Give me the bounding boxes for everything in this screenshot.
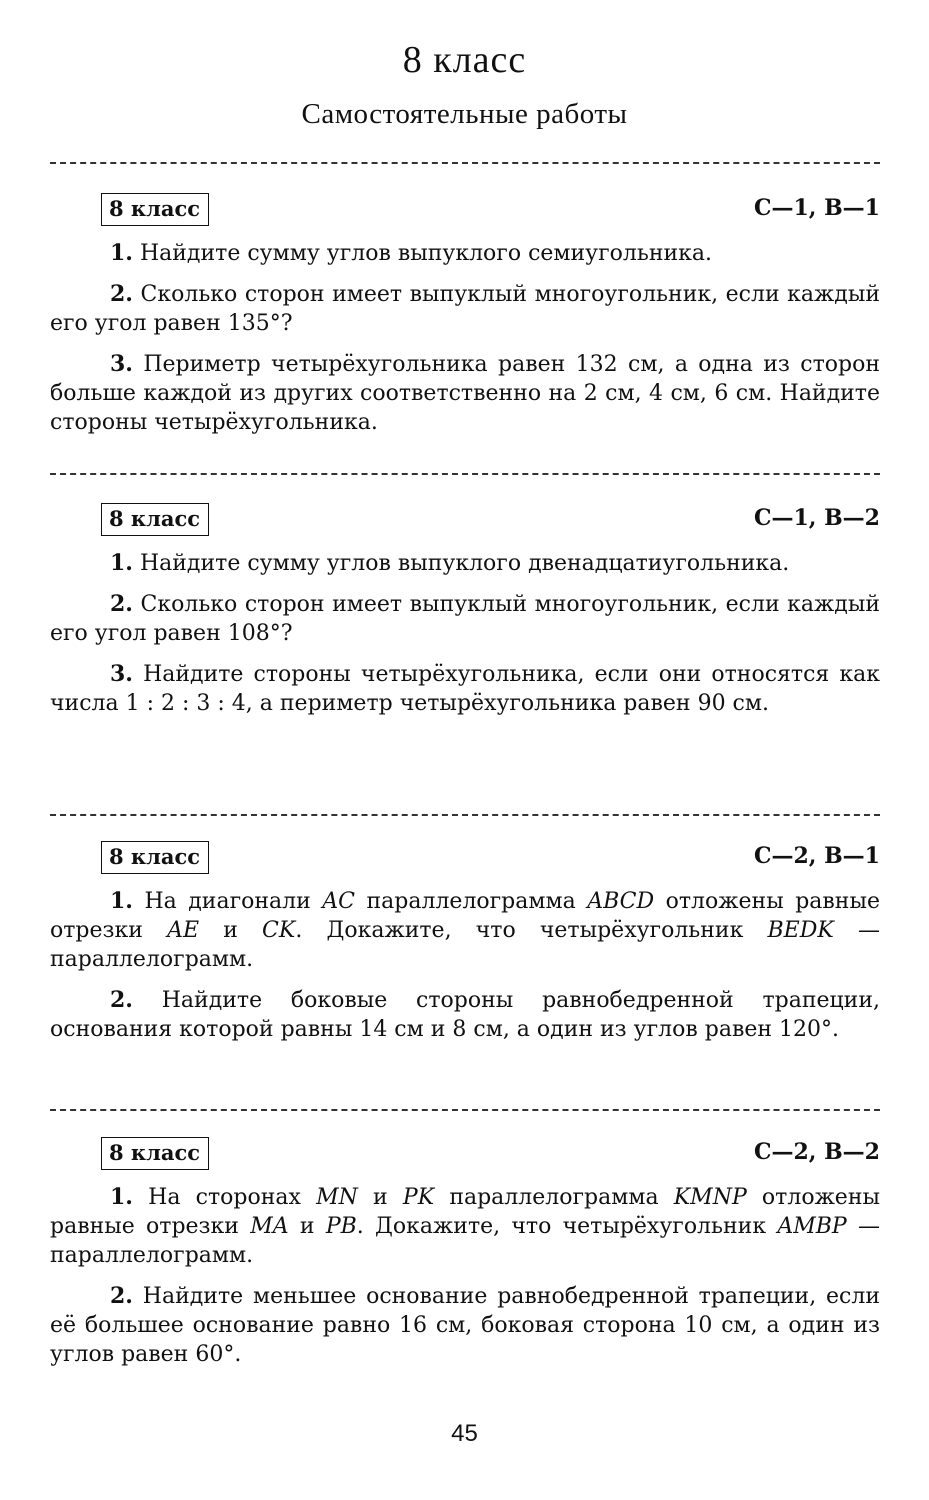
grade-label: 8 класс — [101, 193, 209, 226]
task-text: Найдите стороны четырёхугольника, если они относятся как числа 1 : 2 : 3 : 4, а периметр четырёхугольника равен 90 см. — [50, 662, 880, 716]
task-number: 1. — [110, 1184, 133, 1210]
math-variable: MA — [250, 1214, 289, 1239]
section-s2-v1 — [50, 841, 880, 1056]
task-text: — параллелограмм. — [50, 1214, 880, 1268]
task-text: Найдите боковые стороны равнобедренной трапеции, основания которой равны 14 см и 8 см, а один из углов равен 120°. — [50, 988, 880, 1042]
task-item — [50, 239, 880, 268]
divider — [50, 473, 880, 475]
task-number: 1. — [110, 888, 133, 914]
math-variable: AE — [167, 918, 200, 943]
section-s1-v2 — [50, 503, 880, 730]
grade-label: 8 класс — [101, 841, 209, 874]
task-text: отложены равные отрезки — [50, 1185, 880, 1239]
task-text: . Докажите, что четырёхугольник — [356, 1214, 778, 1239]
variant-code: С—2, В—2 — [753, 1139, 880, 1165]
math-variable: MN — [316, 1185, 358, 1210]
section-s1-v1 — [50, 193, 880, 449]
task-number: 1. — [110, 550, 133, 576]
task-text: параллелограмма — [434, 1185, 674, 1210]
math-variable: BEDK — [767, 918, 834, 943]
task-text: и — [288, 1214, 326, 1239]
task-item — [50, 350, 880, 437]
divider — [50, 814, 880, 816]
variant-code: С—1, В—1 — [753, 195, 880, 221]
task-text: Найдите сумму углов выпуклого семиугольника. — [139, 241, 713, 266]
divider — [50, 1109, 880, 1111]
task-number: 3. — [110, 661, 133, 687]
task-number: 2. — [110, 987, 133, 1013]
section-header — [50, 1137, 880, 1173]
section-s2-v2 — [50, 1137, 880, 1381]
task-text: . Докажите, что четырёхугольник — [295, 918, 768, 943]
task-number: 2. — [110, 1283, 133, 1309]
grade-label: 8 класс — [101, 503, 209, 536]
math-variable: CK — [262, 918, 296, 943]
task-number: 1. — [110, 240, 133, 266]
task-text: и — [357, 1185, 403, 1210]
task-text: На диагонали — [144, 889, 323, 914]
task-text: — параллелограмм. — [50, 918, 880, 972]
variant-code: С—2, В—1 — [753, 843, 880, 869]
task-text: На сторонах — [148, 1185, 317, 1210]
task-item — [50, 280, 880, 338]
math-variable: PB — [325, 1214, 357, 1239]
task-item — [50, 660, 880, 718]
task-item — [50, 1282, 880, 1369]
task-text: Найдите меньшее основание равнобедренной трапеции, если её большее основание равно 16 см, боковая сторона 10 см, а один из углов равен 60°. — [50, 1284, 880, 1367]
variant-code: С—1, В—2 — [753, 505, 880, 531]
math-variable: PK — [402, 1185, 435, 1210]
task-text: параллелограмма — [355, 889, 588, 914]
math-variable: AMBP — [777, 1214, 847, 1239]
task-text: Сколько сторон имеет выпуклый многоугольник, если каждый его угол равен 135°? — [50, 282, 880, 336]
page-title: 8 класс — [402, 39, 527, 81]
task-item — [50, 590, 880, 648]
task-item — [50, 549, 880, 578]
divider — [50, 162, 880, 164]
page-number: 45 — [451, 1420, 478, 1447]
section-header — [50, 841, 880, 877]
task-text: Периметр четырёхугольника равен 132 см, а одна из сторон больше каждой из других соответственно на 2 см, 4 см, 6 см. Найдите стороны четырёхугольника. — [50, 352, 880, 435]
grade-label: 8 класс — [101, 1137, 209, 1170]
task-text: Найдите сумму углов выпуклого двенадцатиугольника. — [139, 551, 790, 576]
task-item — [50, 887, 880, 974]
math-variable: AC — [322, 889, 355, 914]
task-number: 2. — [110, 591, 133, 617]
task-text: Сколько сторон имеет выпуклый многоугольник, если каждый его угол равен 108°? — [50, 592, 880, 646]
task-text: отложены равные отрезки — [50, 889, 880, 943]
page-subtitle: Самостоятельные работы — [301, 98, 628, 130]
task-item — [50, 986, 880, 1044]
task-item — [50, 1183, 880, 1270]
task-number: 3. — [110, 351, 133, 377]
math-variable: KMNP — [673, 1185, 747, 1210]
section-header — [50, 193, 880, 229]
task-number: 2. — [110, 281, 133, 307]
task-text: и — [199, 918, 263, 943]
math-variable: ABCD — [587, 889, 655, 914]
section-header — [50, 503, 880, 539]
